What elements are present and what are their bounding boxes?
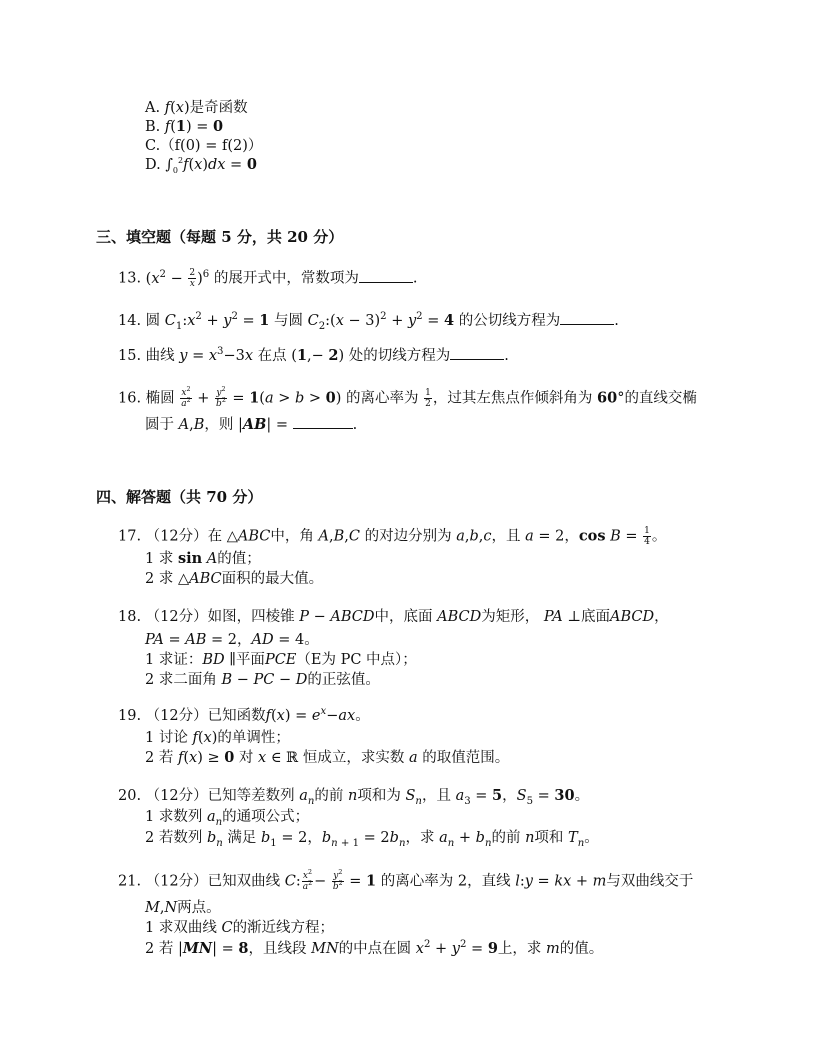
question-text: 的展开式中，常数项为: [213, 270, 359, 287]
part-text: 的渐近线方程；: [232, 920, 335, 936]
part-text: 1 求证：: [145, 652, 203, 668]
answer-blank[interactable]: [359, 269, 413, 283]
part-text: 恒成立，求实数: [302, 750, 405, 766]
question-text: 中，角: [270, 528, 314, 545]
question-text: 项和为: [357, 788, 401, 804]
option-d: D. $\int_0^2f(x)dx = 0$: [145, 156, 257, 175]
part-text: 的单调性；: [217, 730, 290, 746]
question-21-part1: 1 求双曲线 C的渐近线方程；: [145, 920, 335, 936]
question-text: 的对边分别为: [364, 528, 452, 545]
question-number: 13.: [118, 270, 142, 287]
question-16: 16. 椭圆 $\frac{x^2}{a^2}$ + $\frac{y^2}{b^2}$ = 1(a > b > 0) 的离心率为 $\frac{1}{2}$ ，过其左焦点作倾斜角为 60°的直线交椭: [118, 386, 697, 409]
question-text: 的离心率为 2，直线: [380, 873, 511, 890]
question-number: 14.: [118, 313, 142, 329]
question-21-part2: 2 若 |MN| = 8，且线段 MN的中点在圆 $x^2 + y^2 = 9$上，求 m的值。: [145, 939, 604, 957]
question-text: 与双曲线交于: [606, 873, 694, 890]
question-19-part1: 1 讨论 f(x)的单调性；: [145, 730, 290, 746]
question-18-line2: PA = AB = 2，AD = 4。: [145, 632, 319, 648]
question-text: ，且: [491, 528, 521, 545]
answer-blank[interactable]: [560, 311, 614, 325]
option-a: A. f(x)是奇函数: [145, 100, 248, 116]
question-text: 的前: [314, 788, 344, 804]
question-text: 的直线交椭: [624, 390, 697, 407]
question-text: 处的切线方程为: [348, 348, 451, 364]
question-21: 21. （12分）已知双曲线 C: $\frac{x^2}{a^2}$ − $\frac{y^2}{b^2}$ = 1 的离心率为 2，直线 l:y = kx + m与双曲线交于: [118, 869, 694, 892]
question-number: 21.: [118, 873, 142, 890]
part-text: 1 求: [145, 551, 174, 567]
question-text: 两点。: [177, 900, 221, 916]
question-text: 为矩形，: [481, 609, 540, 625]
part-text: （E为 PC 中点）；: [296, 652, 417, 668]
question-19-part2: 2 若 f(x) ≥ 0 对 x ∈ ℝ 恒成立，求实数 a 的取值范围。: [145, 749, 510, 766]
part-text: ，求: [405, 830, 435, 846]
math: f: [164, 100, 171, 116]
question-text: （12分）已知等差数列: [145, 788, 295, 804]
option-d-label: D.: [145, 157, 166, 173]
question-number: 16.: [118, 390, 142, 407]
part-text: 的通项公式；: [222, 809, 310, 825]
part-text: 平面: [235, 652, 265, 668]
question-text: 中，底面: [374, 609, 433, 625]
part-text: 的中点在圆: [338, 941, 412, 957]
part-text: 面积的最大值。: [221, 571, 324, 587]
part-text: 的取值范围。: [422, 750, 510, 766]
question-text: ，过其左焦点作倾斜角为: [432, 390, 593, 407]
part-text: 项和: [534, 830, 564, 846]
option-b-label: B.: [145, 119, 165, 135]
question-text: ，则: [204, 417, 234, 433]
question-text: 的离心率为: [346, 390, 419, 407]
part-text: 1 求双曲线: [145, 920, 217, 936]
question-20-part2: 2 若数列 $b_n$ 满足 $b_1 = 2$，$b_{n + 1} = 2b_n$，求 $a_n + b_n$的前 n项和 $T_n$。: [145, 830, 599, 849]
question-text: 圆于: [145, 417, 174, 433]
question-text: 与圆: [273, 313, 303, 329]
option-b: B. f(1) = 0: [145, 118, 224, 135]
question-number: 15.: [118, 348, 142, 364]
question-number: 20.: [118, 788, 142, 804]
part-text: ，且线段: [248, 941, 307, 957]
answer-blank[interactable]: [293, 415, 353, 429]
question-text: ，且: [421, 788, 451, 804]
option-c: [145, 136, 262, 156]
question-text: （12分）如图，四棱锥: [145, 609, 295, 625]
question-18-part1: 1 求证：BD ∥平面PCE（E为 PC 中点）；: [145, 652, 417, 668]
question-text: 椭圆: [145, 390, 175, 407]
question-19: 19. （12分）已知函数$f(x) = e^x-ax$。: [118, 706, 370, 724]
part-text: 1 求数列: [145, 809, 203, 825]
question-14: 14. 圆 $C_1:x^2 + y^2 = 1$ 与圆 $C_2:(x - 3)^2 + y^2 = 4$ 的公切线方程为 .: [118, 311, 619, 332]
part-text: 上，求: [497, 941, 542, 957]
question-16-line2: 圆于 A,B，则 |AB| = .: [145, 416, 358, 433]
option-c-text: C.（f(0) = f(2)）: [145, 138, 263, 154]
question-text: （12分）已知函数: [145, 708, 266, 724]
section-4-heading: 四、解答题（共 70 分）: [96, 488, 263, 506]
question-text: 底面: [581, 609, 610, 625]
question-17-part2: 2 求 △ABC面积的最大值。: [145, 571, 324, 587]
question-text: （12分）在: [145, 528, 223, 545]
part-text: 的值；: [217, 551, 261, 567]
option-a-label: A.: [145, 100, 165, 116]
part-text: 2 若数列: [145, 830, 203, 846]
question-text: 在点: [257, 348, 287, 364]
question-text: ，: [564, 528, 579, 545]
part-text: 的正弦值。: [307, 672, 380, 688]
question-text: 的公切线方程为: [458, 313, 561, 329]
question-text: 曲线: [145, 348, 175, 364]
question-18-part2: 2 求二面角 B − PC − D的正弦值。: [145, 672, 380, 688]
question-20: 20. （12分）已知等差数列 $a_n$的前 n项和为 $S_n$，且 $a_3 = 5$，$S_5 = 30$。: [118, 787, 590, 807]
question-number: 17.: [118, 528, 142, 545]
part-text: 满足: [227, 830, 257, 846]
answer-blank[interactable]: [450, 346, 504, 360]
part-text: 的前: [491, 830, 521, 846]
question-21-line2: M,N两点。: [145, 900, 221, 916]
question-number: 19.: [118, 708, 142, 724]
part-text: 的值。: [559, 941, 604, 957]
question-18: 18. （12分）如图，四棱锥 P − ABCD中，底面 ABCD为矩形， PA ⊥底面ABCD，: [118, 609, 669, 625]
question-15: 15. 曲线 $y = x^3-3x$ 在点 (1,− 2) 处的切线方程为 .: [118, 346, 509, 364]
question-13: 13. ($x^2$ − $\frac{2}{x}$ )$^6$ 的展开式中，常数项为 .: [118, 268, 418, 289]
question-text: 圆: [145, 313, 161, 329]
question-text: （12分）已知双曲线: [145, 873, 281, 890]
section-3-heading: 三、填空题（每题 5 分，共 20 分）: [96, 228, 344, 246]
part-text: 2 求二面角: [145, 672, 217, 688]
question-17: 17. （12分）在 △ABC中，角 A,B,C 的对边分别为 a,b,c，且 a = 2，cos B = $\frac{1}{4}$ 。: [118, 526, 667, 547]
part-text: 2 若: [145, 750, 174, 766]
question-20-part1: 1 求数列 $a_n$的通项公式；: [145, 809, 310, 828]
part-text: 2 求: [145, 571, 174, 587]
question-number: 18.: [118, 609, 142, 625]
part-text: 2 若: [145, 941, 174, 957]
part-text: 对: [238, 750, 254, 766]
question-17-part1: 1 求 sin A的值；: [145, 550, 261, 567]
part-text: 1 讨论: [145, 730, 188, 746]
option-a-text: 是奇函数: [189, 100, 248, 116]
